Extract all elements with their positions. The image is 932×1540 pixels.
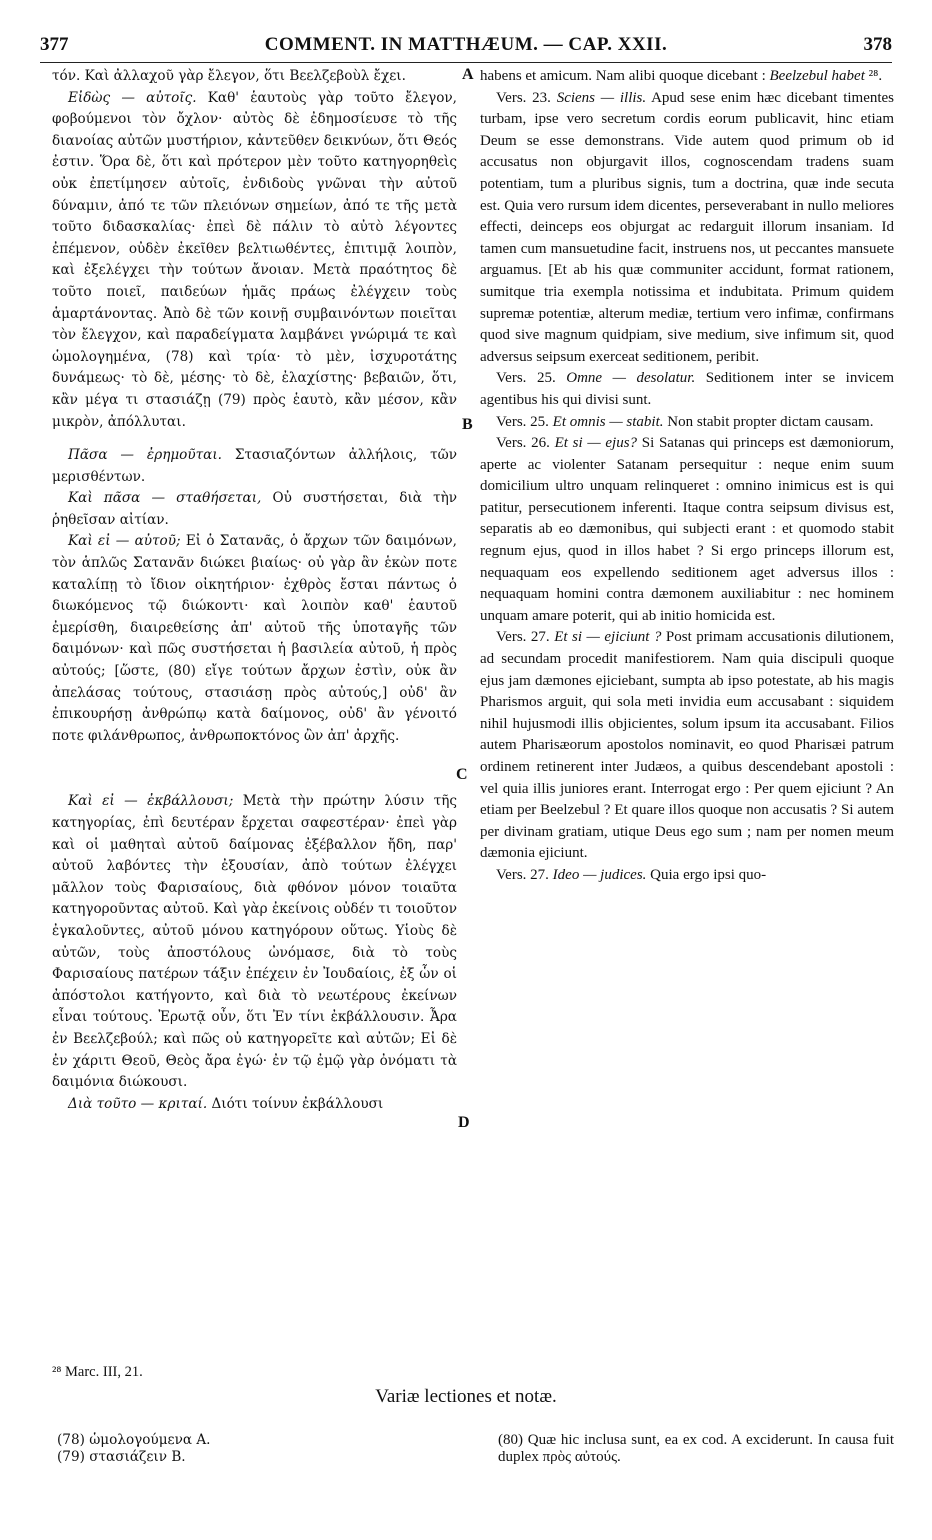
latin-italic-ref: Beelzebul habet	[769, 68, 865, 84]
verse-label: Vers. 25.	[496, 413, 549, 430]
greek-column	[52, 66, 457, 1115]
verse-label: Vers. 26.	[496, 435, 550, 452]
latin-text: Quia ergo ipsi quo-	[646, 866, 767, 883]
column-marker-d: D	[458, 1114, 470, 1131]
page-number-right: 378	[863, 34, 892, 55]
latin-lemma: Et si — ejus?	[554, 435, 638, 452]
greek-lemma: Εἰδὼς — αὐτοῖς.	[68, 89, 197, 106]
latin-paragraph	[480, 88, 894, 369]
latin-paragraph	[480, 66, 894, 88]
greek-paragraph	[52, 531, 457, 747]
notes-left	[57, 1432, 437, 1466]
running-title: COMMENT. IN MATTHÆUM. — CAP. XXII.	[264, 34, 668, 55]
latin-paragraph	[480, 627, 894, 865]
column-marker-c: C	[456, 766, 468, 783]
greek-lemma: Καὶ εἰ — ἐκβάλλουσι;	[68, 793, 234, 810]
latin-text: Si Satanas qui princeps est dæmoniorum, aperte ac violenter Satanam persequitur : neque enim suum domicilium ultro unquam relinqueret : omnino inimicus est is qui patitur, persecutionem inferenti. Itaque contra seipsum divisus est, separatis ab eo dæmonibus, qui subjecti erant : et quomodo stabit regnum ejus, quod in illos habet ? Si ergo princeps illorum est, nequaquam eos expellendo seditionem aget adversus illos : nequaquam homini contra dæmonem auxiliabitur : nec hominem unquam amare poterit, qui ab initio homicida est.	[480, 435, 895, 624]
column-marker-b: B	[462, 416, 473, 433]
note-item: (78) ὡμολογούμενα A.	[57, 1432, 211, 1448]
latin-lemma: Omne — desolatur.	[566, 370, 696, 387]
greek-paragraph	[52, 488, 457, 531]
note-item: (79) στασιάζειν B.	[57, 1449, 186, 1465]
column-marker-a: A	[462, 66, 474, 83]
note-item: (80) Quæ hic inclusa sunt, ea ex cod. A exciderunt. In causa fuit duplex πρὸς αὐτούς.	[498, 1432, 894, 1465]
latin-paragraph	[480, 368, 894, 411]
variae-lectiones-title: Variæ lectiones et notæ.	[375, 1386, 557, 1407]
footnote: ²⁸ Marc. III, 21.	[52, 1364, 143, 1380]
latin-lemma: Sciens — illis.	[556, 89, 647, 106]
latin-paragraph	[480, 865, 894, 887]
greek-lemma: Πᾶσα — ἐρημοῦται.	[68, 447, 222, 464]
latin-text: Apud sese enim hæc dicebant timentes turbam, ipse vero secretum cordis eorum publicavit, hinc etiam Deum se esse demonstrans. Vide autem quod primum ob id accusatus non objurgavit illos, cognoscendam tradens suam potentiam, tum a pluribus signis, tum a doctrina, quæ inde secuta est. Quia vero rursum idem dicentes, perseverabant in nullo meliores effecti, deinceps eos objurgat ac redarguit illorum insaniam. Id tamen cum mansuetudine facit, instruens nos, ut peccantes mansuete arguamus. [Et ab his quæ communiter accidunt, format rationem, sumitque tria exempla notissima et indubitata. Primum quidem supremæ potentiæ, alterum mediæ, tertium vero infimæ, confirmans quod sive magnum quidpiam, sive medium, sive infimum sit, quod adversus seipsum exerceat seditionem, peribit.	[480, 89, 895, 365]
verse-label: Vers. 25.	[496, 370, 556, 387]
greek-text: Οὐ συστήσεται, διὰ τὴν ῥηθεῖσαν αἰτίαν.	[52, 490, 457, 528]
greek-lemma: Καὶ εἰ — αὐτοῦ;	[68, 533, 181, 550]
page-number-left: 377	[40, 34, 69, 55]
greek-paragraph	[52, 791, 457, 1093]
latin-text: Seditionem inter se invicem agentibus his qui divisi sunt.	[480, 370, 894, 408]
greek-text: Διότι τοίνυν ἐκβάλλουσι	[207, 1095, 384, 1112]
greek-paragraph	[52, 66, 457, 88]
latin-text: Post primam accusationis dilutionem, ad secundam procedit manifestiorem. Nam quia discipuli quoque ejus jam dæmones ejiciebant, sumpta ab ipso potestate, ab his magis Pharismos arguit, qui sola meti invidia eum accusabant : siquidem nihil hujusmodi illis objicientes, solum ipsum ita accusabant. Filios autem Pharisæorum apostolos nominavit, eo quod Pharisæi patrum ordinem retinerent inter Judæos, a quibus descendebant apostoli : vel quia illis juniores erant. Interrogat ergo : Per quem ejiciunt ? An etiam per Beelzebul ? Et quare illos quoque non accusatis ? Si autem per divinam gratiam, utique Deus ego sum ; nam per nomen meum dæmonia ejiciunt.	[480, 629, 894, 862]
latin-text: Non stabit propter dictam causam.	[663, 413, 874, 430]
greek-text: Μετὰ τὴν πρώτην λύσιν τῆς κατηγορίας, ἐπὶ δευτέραν ἔρχεται σαφεστέραν· ἐπεὶ γὰρ καὶ οἱ μαθηταὶ αὐτοῦ δαίμονας ἐξέβαλλον ἤδη, παρ' αὐτοῦ λαβόντες τὴν ἐξουσίαν, ἀπὸ τούτων ἐλέγχει μᾶλλον τοὺς Φαρισαίους, διὰ φθόνον μόνον τοιαῦτα κατηγοροῦντας αὐτοῦ. Καὶ γὰρ ἐκείνοις οὐδέν τι τοιοῦτον ἐγκαλοῦντες, αὐτοῦ μόνου κατηγόρουν οὕτως. Υἱοὺς δὲ αὐτῶν, τοὺς ἀποστόλους ὠνόμασε, διὰ τὸ τοὺς Φαρισαίους πατέρων τάξιν ἐπέχειν ἐν Ἰουδαίοις, ἐξ ὧν οἱ ἀπόστολοι κατήγοντο, καὶ διὰ τὸ νεωτέρους ἐκείνων εἶναι τούτους. Ἐρωτᾷ οὖν, ὅτι Ἐν τίνι ἐκβάλλουσιν. Ἆρα ἐν Βεελζεβούλ; καὶ πῶς οὐ κατηγορεῖτε καὶ αὐτῶν; Εἰ δὲ ἐν χάριτι Θεοῦ, Θεὸς ἄρα ἐγώ· ἐν τῷ ἐμῷ γὰρ ὀνόματι τὰ δαιμόνια διώκουσι.	[52, 793, 457, 1091]
latin-paragraph	[480, 433, 894, 627]
running-header	[40, 34, 892, 60]
verse-label: Vers. 27.	[496, 866, 549, 883]
verse-label: Vers. 23.	[496, 89, 551, 106]
greek-paragraph	[52, 1094, 457, 1116]
greek-paragraph	[52, 88, 457, 434]
greek-lemma: Καὶ πᾶσα — σταθήσεται,	[68, 490, 262, 507]
greek-text: Εἰ ὁ Σατανᾶς, ὁ ἄρχων τῶν δαιμόνων, τὸν ἁπλῶς Σατανᾶν διώκει βιαίως· οὐ γὰρ ἂν ἑκὼν ποτε καταλίπῃ τὸ ἴδιον οἰκητήριον· ἐχθρὸς ἔσται πάντως ὁ διωκόμενος τῷ διώκοντι· καὶ λοιπὸν καθ' ἑαυτοῦ ἐμερίσθη, διαιρεθείσης ἀπ' αὐτοῦ τῆς ὑποταγῆς τῶν δαιμόνων· καὶ πῶς συστήσεται ἡ βασιλεία αὐτοῦ, ἡ πρὸς αὐτούς; [ὥστε, (80) εἴγε τούτων ἄρχων ἐστὶν, οὐκ ἂν ἀπελάσας τούτους, στασιάσῃ πρὸς αὐτούς,] οὐδ' ἂν ἐπικουρήσῃ ἀνθρώπῳ κατὰ δαίμονος, οὐδ' ἂν γένοιτό ποτε φιλάνθρωπος, ἀνθρωποκτόνος ὢν ἀπ' ἀρχῆς.	[52, 533, 458, 744]
header-rule	[40, 62, 892, 63]
greek-paragraph	[52, 445, 457, 488]
latin-text: habens et amicum. Nam alibi quoque dicebant :	[480, 68, 770, 84]
greek-lemma: Διὰ τοῦτο — κριταί.	[68, 1095, 208, 1112]
verse-label: Vers. 27.	[496, 629, 550, 646]
greek-text: Στασιαζόντων ἀλλήλοις, τῶν μερισθέντων.	[52, 447, 457, 485]
latin-scripture-ref: ²⁸.	[864, 68, 883, 84]
latin-column	[480, 66, 894, 887]
latin-lemma: Ideo — judices.	[552, 866, 647, 883]
greek-text: Καθ' ἑαυτοὺς γὰρ τοῦτο ἔλεγον, φοβούμενοι τὸν ὄχλον· αὐτὸς δὲ ἐδημοσίευσε τὸ τῆς διανοίας αὐτῶν μυστήριον, κἀντεῦθεν δεικνύων, ὅτι Θεός ἐστιν. Ὅρα δὲ, ὅτι καὶ πρότερον μὲν τοῦτο κατηγορηθεὶς οὐκ ἐπετίμησεν αὐτοῖς, ἐνδιδοὺς γνῶναι τὴν αὐτοῦ δύναμιν, ἀπό τε τῶν πλειόνων σημείων, ἀπό τε τῆς μετὰ τοῦτο διδασκαλίας· ἐπεὶ δὲ πάλιν τὸ αὐτὸ λέγοντες ἐπέμενον, οὐδὲν ἐκεῖθεν βελτιωθέντες, ἐπιτιμᾷ λοιπὸν, καὶ ἐξελέγχει τὴν τούτων ἄνοιαν. Μετὰ πραότητος δὲ τοῦτο ποιεῖ, παιδεύων ἡμᾶς πράως ἐλέγχειν τοὺς ἁμαρτάνοντας. Ἀπὸ δὲ τῶν κοινῇ συμβαινόντων ποιεῖται τὸν ἔλεγχον, καὶ παραδείγματα λαμβάνει γνώριμά τε καὶ ὡμολογημένα, (78) καὶ τρία· τὸ μὲν, ἰσχυροτάτης δυνάμεως· τὸ δὲ, μέσης· τὸ δὲ, ἐλαχίστης· βεβαιῶν, ὅτι, κἂν μέγα τι στασιάζῃ (79) πρὸς ἑαυτὸ, κἂν μέσον, κἂν μικρὸν, ἀπόλλυται.	[52, 89, 457, 430]
greek-text: τόν. Καὶ ἀλλαχοῦ γὰρ ἔλεγον, ὅτι Βεελζεβοὺλ ἔχει.	[52, 68, 406, 84]
notes-right	[498, 1432, 894, 1466]
latin-paragraph	[480, 412, 894, 434]
latin-lemma: Et si — ejiciunt ?	[554, 629, 662, 646]
latin-lemma: Et omnis — stabit.	[552, 413, 664, 430]
